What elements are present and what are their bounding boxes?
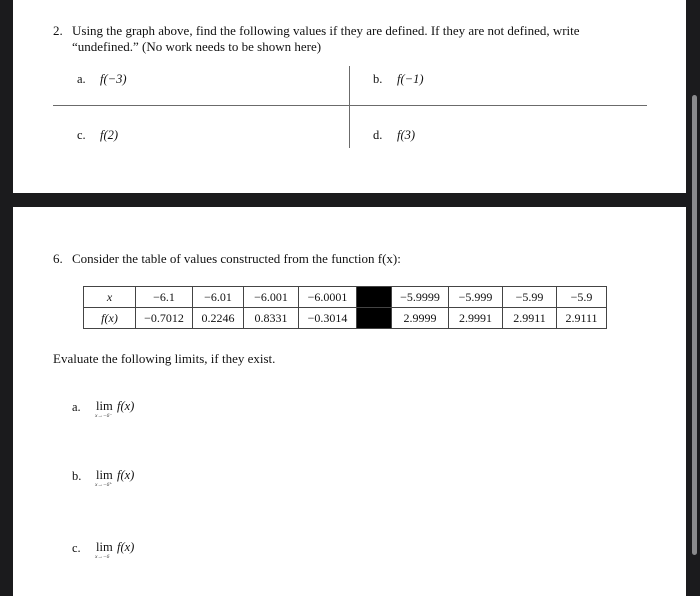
answer-grid-horizontal-divider: [53, 105, 647, 106]
part-b-expression: f(−1): [397, 72, 424, 86]
table-cell: −5.9: [557, 287, 607, 308]
limit-b-label: b.: [72, 469, 82, 483]
limit-a-label: a.: [72, 400, 81, 414]
table-cell: −6.01: [193, 287, 244, 308]
blacked-out-cell: [357, 308, 392, 329]
limit-subscript: x→−6⁻: [95, 413, 113, 419]
table-cell-header-fx: f(x): [84, 308, 136, 329]
blacked-out-cell: [357, 287, 392, 308]
limit-function: f(x): [117, 468, 135, 482]
question-6-text: Consider the table of values constructed from the function f(x):: [72, 251, 401, 266]
table-row-x: [84, 287, 607, 308]
part-c-label: c.: [77, 128, 86, 142]
limit-function: f(x): [117, 540, 135, 554]
part-a-expression: f(−3): [100, 72, 127, 86]
limit-subscript: x→−6⁺: [95, 482, 113, 488]
question-2-text-line1: Using the graph above, find the following values if they are defined. If they are not defined, write: [72, 23, 580, 38]
worksheet-page-2: [13, 207, 686, 596]
table-cell: −6.001: [244, 287, 299, 308]
values-table: [83, 286, 607, 329]
table-cell: −0.3014: [299, 308, 357, 329]
scrollbar-thumb[interactable]: [692, 95, 697, 555]
limit-c-label: c.: [72, 541, 81, 555]
table-cell-header-x: x: [84, 287, 136, 308]
part-c-expression: f(2): [100, 128, 119, 142]
limit-word: lim: [96, 468, 113, 482]
limit-subscript: x→−6: [95, 554, 110, 560]
limit-word: lim: [96, 540, 113, 554]
table-cell: −5.9999: [392, 287, 449, 308]
limit-word: lim: [96, 399, 113, 413]
table-cell: 0.8331: [244, 308, 299, 329]
question-2-text-line2: “undefined.” (No work needs to be shown here): [72, 39, 322, 54]
question-2-number: 2.: [53, 23, 63, 38]
evaluate-instructions: Evaluate the following limits, if they exist.: [53, 351, 276, 366]
table-cell: −5.999: [449, 287, 503, 308]
table-cell: 2.9111: [557, 308, 607, 329]
table-cell: 2.9911: [503, 308, 557, 329]
question-6-number: 6.: [53, 251, 63, 266]
table-cell: −6.0001: [299, 287, 357, 308]
table-cell: 2.9991: [449, 308, 503, 329]
table-cell: 2.9999: [392, 308, 449, 329]
part-b-label: b.: [373, 72, 383, 86]
table-cell: 0.2246: [193, 308, 244, 329]
answer-grid-vertical-divider: [349, 66, 350, 148]
worksheet-page-1: [13, 0, 686, 193]
part-d-label: d.: [373, 128, 383, 142]
table-cell: −6.1: [136, 287, 193, 308]
table-cell: −5.99: [503, 287, 557, 308]
table-row-fx: [84, 308, 607, 329]
table-cell: −0.7012: [136, 308, 193, 329]
part-d-expression: f(3): [397, 128, 416, 142]
part-a-label: a.: [77, 72, 86, 86]
limit-function: f(x): [117, 399, 135, 413]
